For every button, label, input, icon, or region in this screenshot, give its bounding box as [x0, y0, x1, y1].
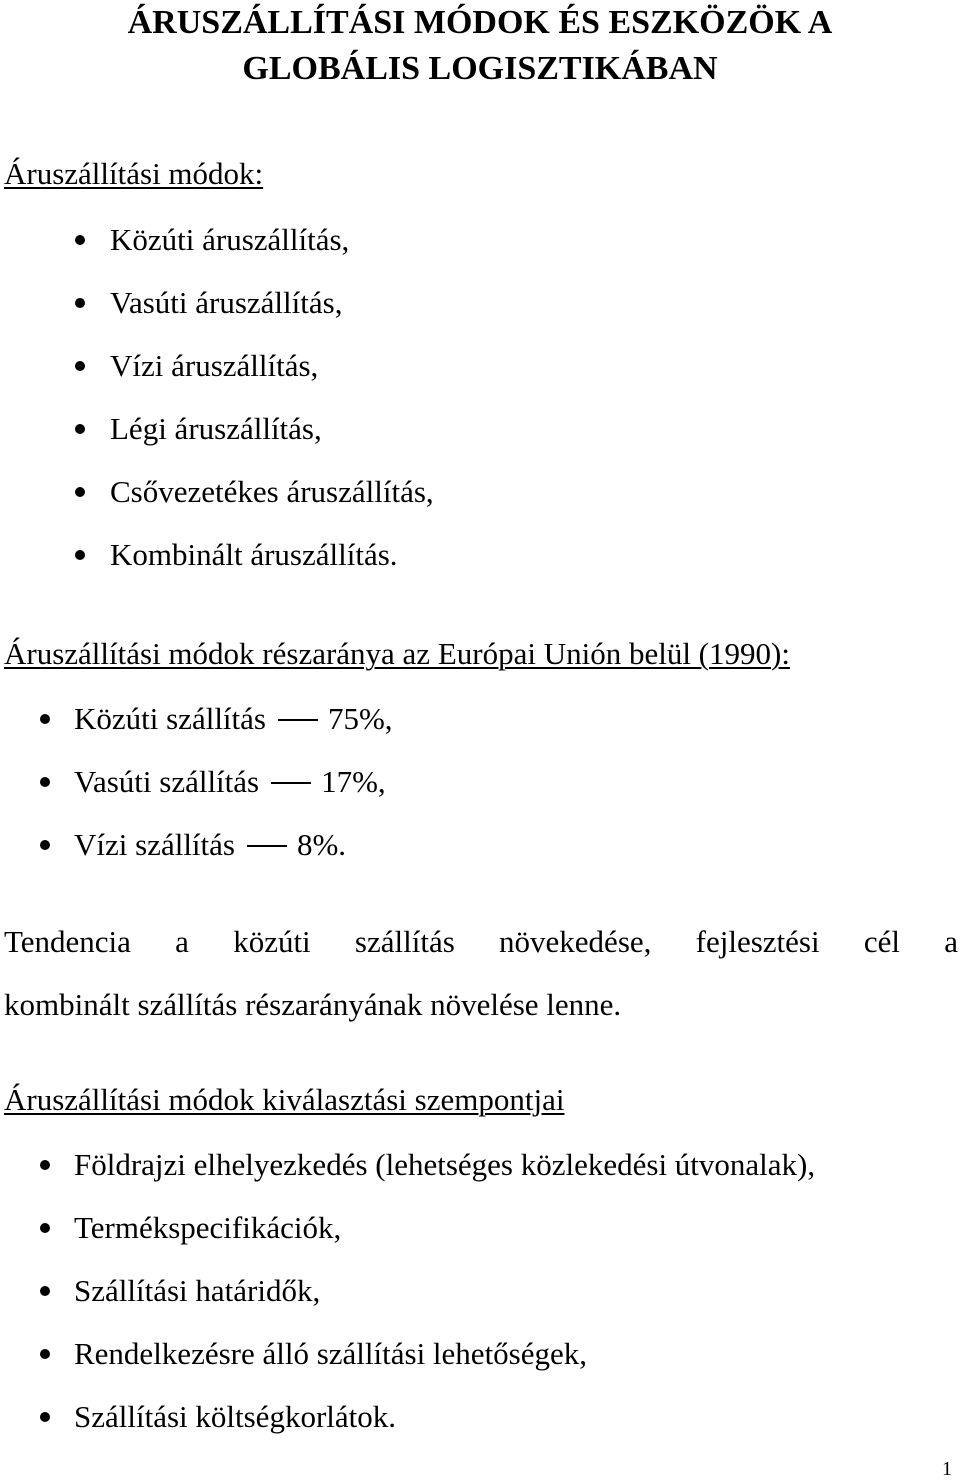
bullet-icon — [40, 1286, 50, 1296]
dash-separator — [278, 719, 318, 721]
list-item — [74, 764, 386, 800]
bullet-icon — [75, 424, 85, 434]
list-item: Termékspecifikációk, — [74, 1210, 342, 1245]
page-title — [0, 0, 960, 92]
list-item: Szállítási költségkorlátok. — [74, 1399, 397, 1434]
dash-separator — [271, 782, 311, 784]
bullet-icon — [75, 361, 85, 371]
modes-heading: Áruszállítási módok: — [4, 156, 264, 191]
bullet-icon — [75, 487, 85, 497]
list-item — [74, 827, 346, 863]
share-label: Közúti szállítás — [74, 701, 266, 736]
shares-heading: Áruszállítási módok részaránya az Európai Unión belül (1990): — [4, 636, 790, 671]
list-item: Földrajzi elhelyezkedés (lehetséges közlekedési útvonalak), — [74, 1147, 816, 1182]
list-item: Közúti áruszállítás, — [110, 222, 350, 257]
bullet-icon — [40, 1223, 50, 1233]
bullet-icon — [40, 1160, 50, 1170]
share-value: 75%, — [327, 701, 393, 736]
tendency-line-2: kombinált szállítás részarányának növelése lenne. — [4, 987, 622, 1022]
page-number: 1 — [942, 1458, 952, 1480]
tendency-line-1: Tendencia a közúti szállítás növekedése, fejlesztési cél a — [4, 924, 958, 959]
list-item: Vízi áruszállítás, — [110, 348, 319, 383]
bullet-icon — [75, 298, 85, 308]
bullet-icon — [75, 550, 85, 560]
share-label: Vízi szállítás — [74, 827, 235, 862]
bullet-icon — [40, 714, 50, 724]
list-item: Szállítási határidők, — [74, 1273, 321, 1308]
page-title-line-1: ÁRUSZÁLLÍTÁSI MÓDOK ÉS ESZKÖZÖK A — [127, 4, 833, 41]
share-label: Vasúti szállítás — [74, 764, 260, 799]
list-item: Rendelkezésre álló szállítási lehetőségek, — [74, 1336, 588, 1371]
dash-separator — [247, 845, 287, 847]
share-value: 8%. — [296, 827, 347, 862]
list-item: Csővezetékes áruszállítás, — [110, 474, 434, 509]
bullet-icon — [40, 1349, 50, 1359]
bullet-icon — [40, 840, 50, 850]
bullet-icon — [40, 1412, 50, 1422]
share-value: 17%, — [321, 764, 386, 799]
bullet-icon — [40, 777, 50, 787]
list-item: Légi áruszállítás, — [110, 411, 322, 446]
list-item: Vasúti áruszállítás, — [110, 285, 343, 320]
criteria-heading: Áruszállítási módok kiválasztási szempontjai — [4, 1082, 565, 1117]
page-title-line-2: GLOBÁLIS LOGISZTIKÁBAN — [242, 50, 718, 87]
list-item: Kombinált áruszállítás. — [110, 537, 398, 572]
list-item — [74, 701, 393, 737]
bullet-icon — [75, 235, 85, 245]
